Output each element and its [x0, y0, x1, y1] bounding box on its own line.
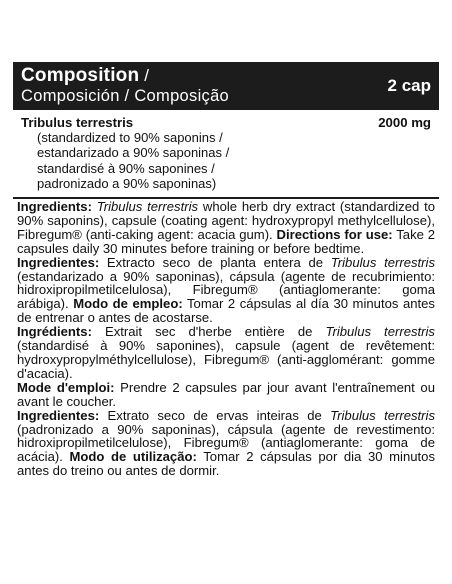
directions-label: Mode d'emploi: [17, 379, 115, 395]
directions-label: Directions for use: [276, 226, 393, 242]
section-spanish [17, 256, 435, 326]
ingredients-label: Ingredients: [17, 199, 92, 215]
ingredients-text-pre: Extrato seco de ervas inteiras de [99, 407, 331, 423]
composition-title-text: Composition [21, 65, 140, 86]
species-name: Tribulus terrestris [325, 324, 435, 340]
section-portuguese [17, 409, 435, 479]
ingredients-label: Ingredientes: [17, 254, 100, 270]
section-english [17, 200, 435, 256]
species-name: Tribulus terrestris [96, 199, 199, 215]
composition-title [21, 65, 149, 87]
directions-text: Tomar 2 cápsulas al día 30 minutos antes de entrenar o antes de acostarse. [17, 296, 435, 326]
directions-text: Tomar 2 cápsulas por dia 30 minutos antes do treino ou antes de dormir. [17, 449, 435, 479]
species-name: Tribulus terrestris [330, 254, 435, 270]
species-name: Tribulus terrestris [330, 407, 435, 423]
supplement-label-panel [13, 62, 439, 478]
ingredients-text: (estandarizado a 90% saponinas), cápsula (agente de recubrimiento: hidroxipropilmetilcelulosa), Fibregum® (antiaglomerante: goma arábiga). [17, 268, 435, 312]
composition-subtitle: Composición / Composição [21, 87, 230, 105]
directions-text: Prendre 2 capsules par jour avant l'entraînement ou avant le coucher. [17, 379, 435, 409]
composition-table [13, 110, 439, 199]
ingredient-amount: 2000 mg [378, 115, 431, 130]
section-french [17, 325, 435, 408]
ingredients-text-pre: Extracto seco de planta entera de [99, 254, 331, 270]
ingredients-label: Ingrédients: [17, 324, 92, 340]
ingredients-text: (padronizado a 90% saponinas), cápsula (agente de revestimento: hidroxipropilmetilcelulose), Fibregum® (antiaglomerante: goma de acácia). [17, 421, 435, 465]
directions-label: Modo de empleo: [73, 296, 183, 312]
standardization-line: estandarizado a 90% saponinas / [37, 145, 230, 161]
serving-size: 2 cap [387, 76, 431, 95]
ingredients-text: (standardisé à 90% saponines), capsule (agent de revêtement: hydroxypropylméthylcellulose), Fibregum® (anti-agglomérant: gomme d'acacia). [17, 338, 435, 381]
ingredients-text-pre: Extrait sec d'herbe entière de [91, 324, 326, 340]
directions-label: Modo de utilização: [69, 449, 197, 465]
ingredient-name: Tribulus terrestris [21, 115, 134, 130]
standardization-line: (standardized to 90% saponins / [37, 130, 223, 146]
standardization-line: standardisé à 90% saponines / [37, 160, 215, 176]
ingredients-text: whole herb dry extract (standardized to 90% saponins), capsule (coating agent: hydroxypropyl methylcellulose), Fibregum® (anti-caking agent: acacia gum). [17, 199, 435, 242]
directions-text: Take 2 capsules daily 30 minutes before training or before bedtime. [17, 226, 436, 256]
composition-header [13, 62, 439, 110]
multilingual-text-block [13, 199, 439, 478]
standardization-line: padronizado a 90% saponinas) [37, 175, 217, 191]
ingredients-label: Ingredientes: [17, 407, 100, 423]
composition-title-separator: / [139, 66, 150, 85]
